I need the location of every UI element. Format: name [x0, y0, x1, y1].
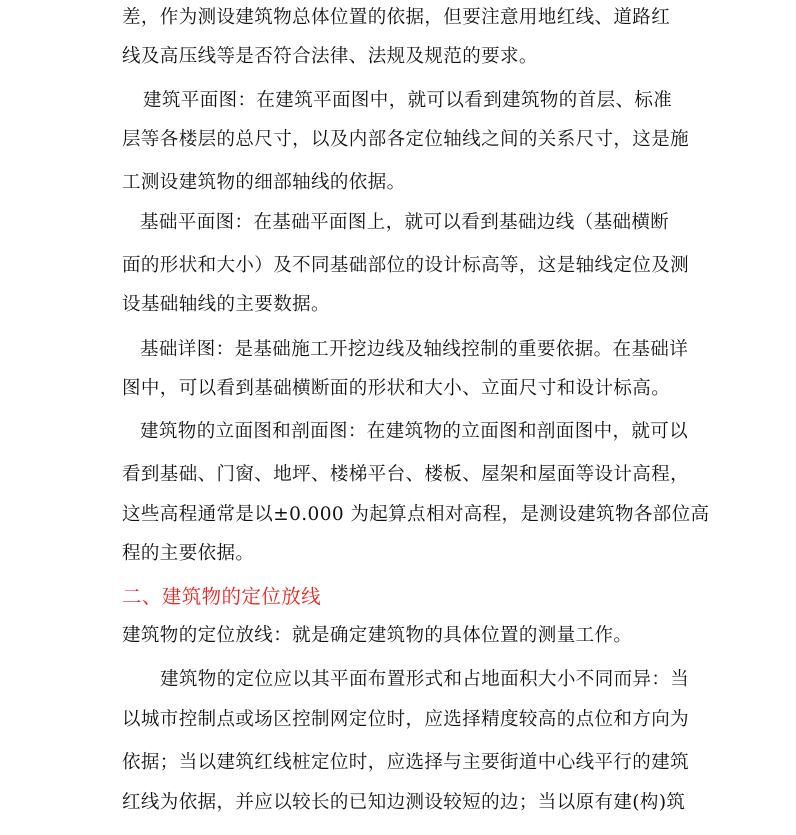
paragraph-positioning: 建筑物的定位应以其平面布置形式和占地面积大小不同而异：当 — [160, 669, 690, 690]
text-line: 面的形状和大小）及不同基础部位的设计标高等，这是轴线定位及测 — [122, 255, 690, 276]
text-line: 线及高压线等是否符合法律、法规及规范的要求。 — [122, 46, 538, 67]
paragraph-foundation-plan: 基础平面图：在基础平面图上，就可以看到基础边线（基础横断 — [140, 212, 670, 233]
paragraph-elevation-section: 建筑物的立面图和剖面图：在建筑物的立面图和剖面图中，就可以 — [140, 421, 689, 442]
paragraph-building-plan: 建筑平面图：在建筑平面图中，就可以看到建筑物的首层、标准 — [143, 90, 673, 111]
text-line: 看到基础、门窗、地坪、楼梯平台、楼板、屋架和屋面等设计高程， — [122, 464, 690, 485]
section-heading: 二、建筑物的定位放线 — [122, 585, 322, 608]
text-line: 图中，可以看到基础横断面的形状和大小、立面尺寸和设计标高。 — [122, 378, 671, 399]
text-line: 这些高程通常是以±0.000 为起算点相对高程，是测设建筑物各部位高 — [122, 504, 710, 525]
text-line: 工测设建筑物的细部轴线的依据。 — [122, 172, 406, 193]
text-line: 程的主要依据。 — [122, 543, 255, 564]
text-line: 以城市控制点或场区控制网定位时，应选择精度较高的点位和方向为 — [122, 709, 690, 730]
text-line: 红线为依据，并应以较长的已知边测设较短的边；当以原有建(构)筑 — [122, 792, 686, 813]
definition-line: 建筑物的定位放线：就是确定建筑物的具体位置的测量工作。 — [122, 625, 633, 646]
paragraph-foundation-detail: 基础详图：是基础施工开挖边线及轴线控制的重要依据。在基础详 — [140, 339, 689, 360]
text-line: 层等各楼层的总尺寸，以及内部各定位轴线之间的关系尺寸，这是施 — [122, 129, 690, 150]
text-line: 设基础轴线的主要数据。 — [122, 294, 330, 315]
text-line: 差，作为测设建筑物总体位置的依据，但要注意用地红线、道路红 — [122, 7, 671, 28]
text-line: 依据；当以建筑红线桩定位时，应选择与主要街道中心线平行的建筑 — [122, 752, 690, 773]
